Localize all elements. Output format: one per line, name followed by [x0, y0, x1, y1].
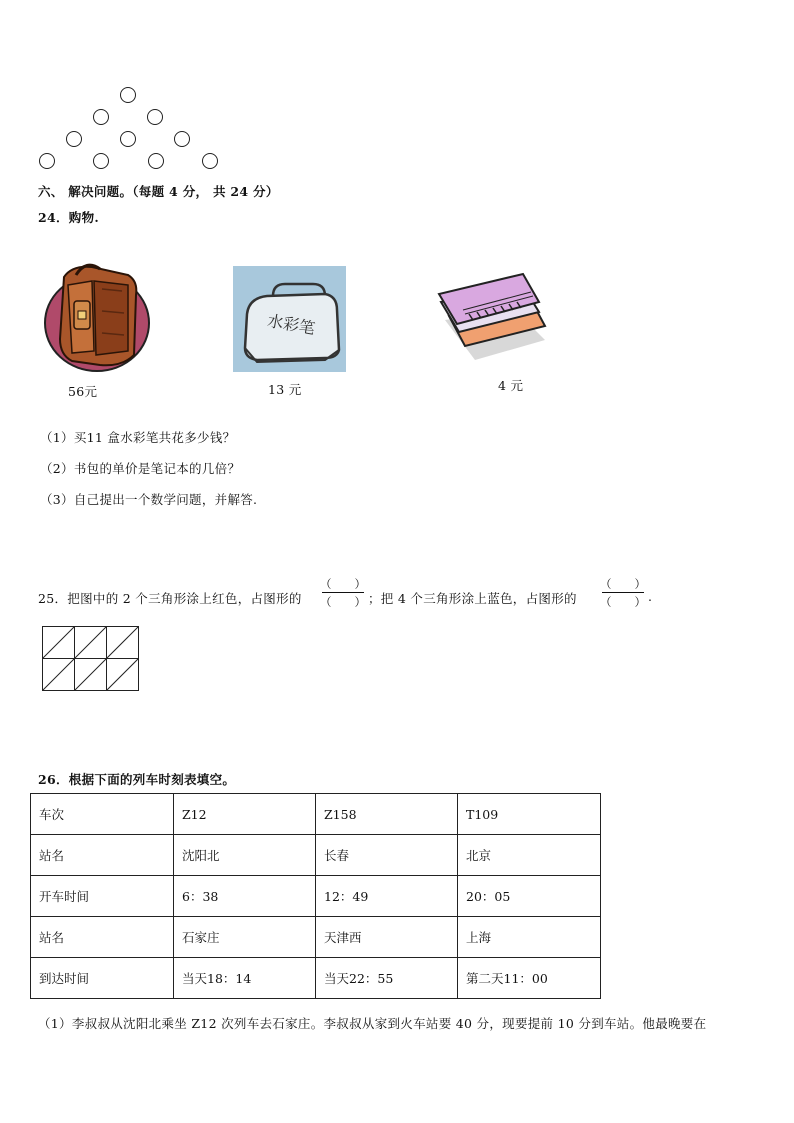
- q26-sub-1: （1）李叔叔从沈阳北乘坐 Z12 次列车去石家庄。李叔叔从家到火车站要 40 分，现要提前 10 分到车站。他最晚要在: [38, 1016, 707, 1031]
- table-cell: 沈阳北: [174, 835, 316, 876]
- circle-icon: [39, 153, 55, 169]
- section-title: 六、 解决问题。（每题 4 分， 共 24 分）: [38, 184, 279, 199]
- table-row: [31, 917, 601, 958]
- table-cell: 站名: [31, 835, 174, 876]
- table-cell: 第二天11：00: [458, 958, 601, 999]
- fraction-blank-2[interactable]: [600, 578, 646, 608]
- watercolor-box-label: 水彩笔: [265, 310, 317, 339]
- fraction-bar: [602, 592, 644, 593]
- circle-icon: [120, 87, 136, 103]
- numerator-blank[interactable]: （ ）: [600, 577, 646, 591]
- circle-icon: [66, 131, 82, 147]
- fraction-blank-1[interactable]: [320, 578, 366, 608]
- train-timetable: [30, 793, 601, 999]
- fraction-bar: [322, 592, 364, 593]
- table-cell: 石家庄: [174, 917, 316, 958]
- table-cell: 站名: [31, 917, 174, 958]
- table-row: [31, 876, 601, 917]
- q24-sub-3: （3）自己提出一个数学问题，并解答.: [40, 492, 258, 507]
- table-cell: Z12: [174, 794, 316, 835]
- table-cell: 长春: [316, 835, 458, 876]
- q25-text-2: ；把 4 个三角形涂上蓝色，占图形的: [368, 591, 577, 606]
- table-cell: 上海: [458, 917, 601, 958]
- watercolor-price: 13 元: [268, 382, 302, 397]
- circle-icon: [93, 153, 109, 169]
- circle-icon: [174, 131, 190, 147]
- circle-icon: [148, 153, 164, 169]
- table-cell: T109: [458, 794, 601, 835]
- watercolor-box-image: [233, 266, 346, 372]
- notebook-image: [435, 270, 550, 366]
- table-cell: 20：05: [458, 876, 601, 917]
- q25-text-1: 25．把图中的 2 个三角形涂上红色，占图形的: [38, 591, 302, 606]
- schoolbag-price: 56元: [68, 384, 98, 399]
- table-row: [31, 794, 601, 835]
- table-row: [31, 958, 601, 999]
- q24-title: 24．购物.: [38, 210, 100, 225]
- table-cell: 开车时间: [31, 876, 174, 917]
- table-cell: 北京: [458, 835, 601, 876]
- q26-title: 26．根据下面的列车时刻表填空。: [38, 772, 236, 787]
- table-cell: 12：49: [316, 876, 458, 917]
- table-cell: 当天22：55: [316, 958, 458, 999]
- notebook-price: 4 元: [498, 378, 524, 393]
- table-cell: 6：38: [174, 876, 316, 917]
- numerator-blank[interactable]: （ ）: [320, 577, 366, 591]
- q24-sub-1: （1）买11 盒水彩笔共花多少钱？: [40, 430, 236, 445]
- table-cell: 当天18：14: [174, 958, 316, 999]
- table-cell: 天津西: [316, 917, 458, 958]
- table-cell: Z158: [316, 794, 458, 835]
- circle-icon: [93, 109, 109, 125]
- circle-icon: [202, 153, 218, 169]
- q25-text-3: .: [648, 589, 653, 604]
- denominator-blank[interactable]: （ ）: [320, 595, 366, 609]
- circle-icon: [120, 131, 136, 147]
- triangle-grid-figure: [42, 626, 140, 692]
- denominator-blank[interactable]: （ ）: [600, 595, 646, 609]
- table-row: [31, 835, 601, 876]
- table-cell: 到达时间: [31, 958, 174, 999]
- schoolbag-image: [42, 255, 152, 373]
- circle-icon: [147, 109, 163, 125]
- q24-sub-2: （2）书包的单价是笔记本的几倍？: [40, 461, 241, 476]
- table-cell: 车次: [31, 794, 174, 835]
